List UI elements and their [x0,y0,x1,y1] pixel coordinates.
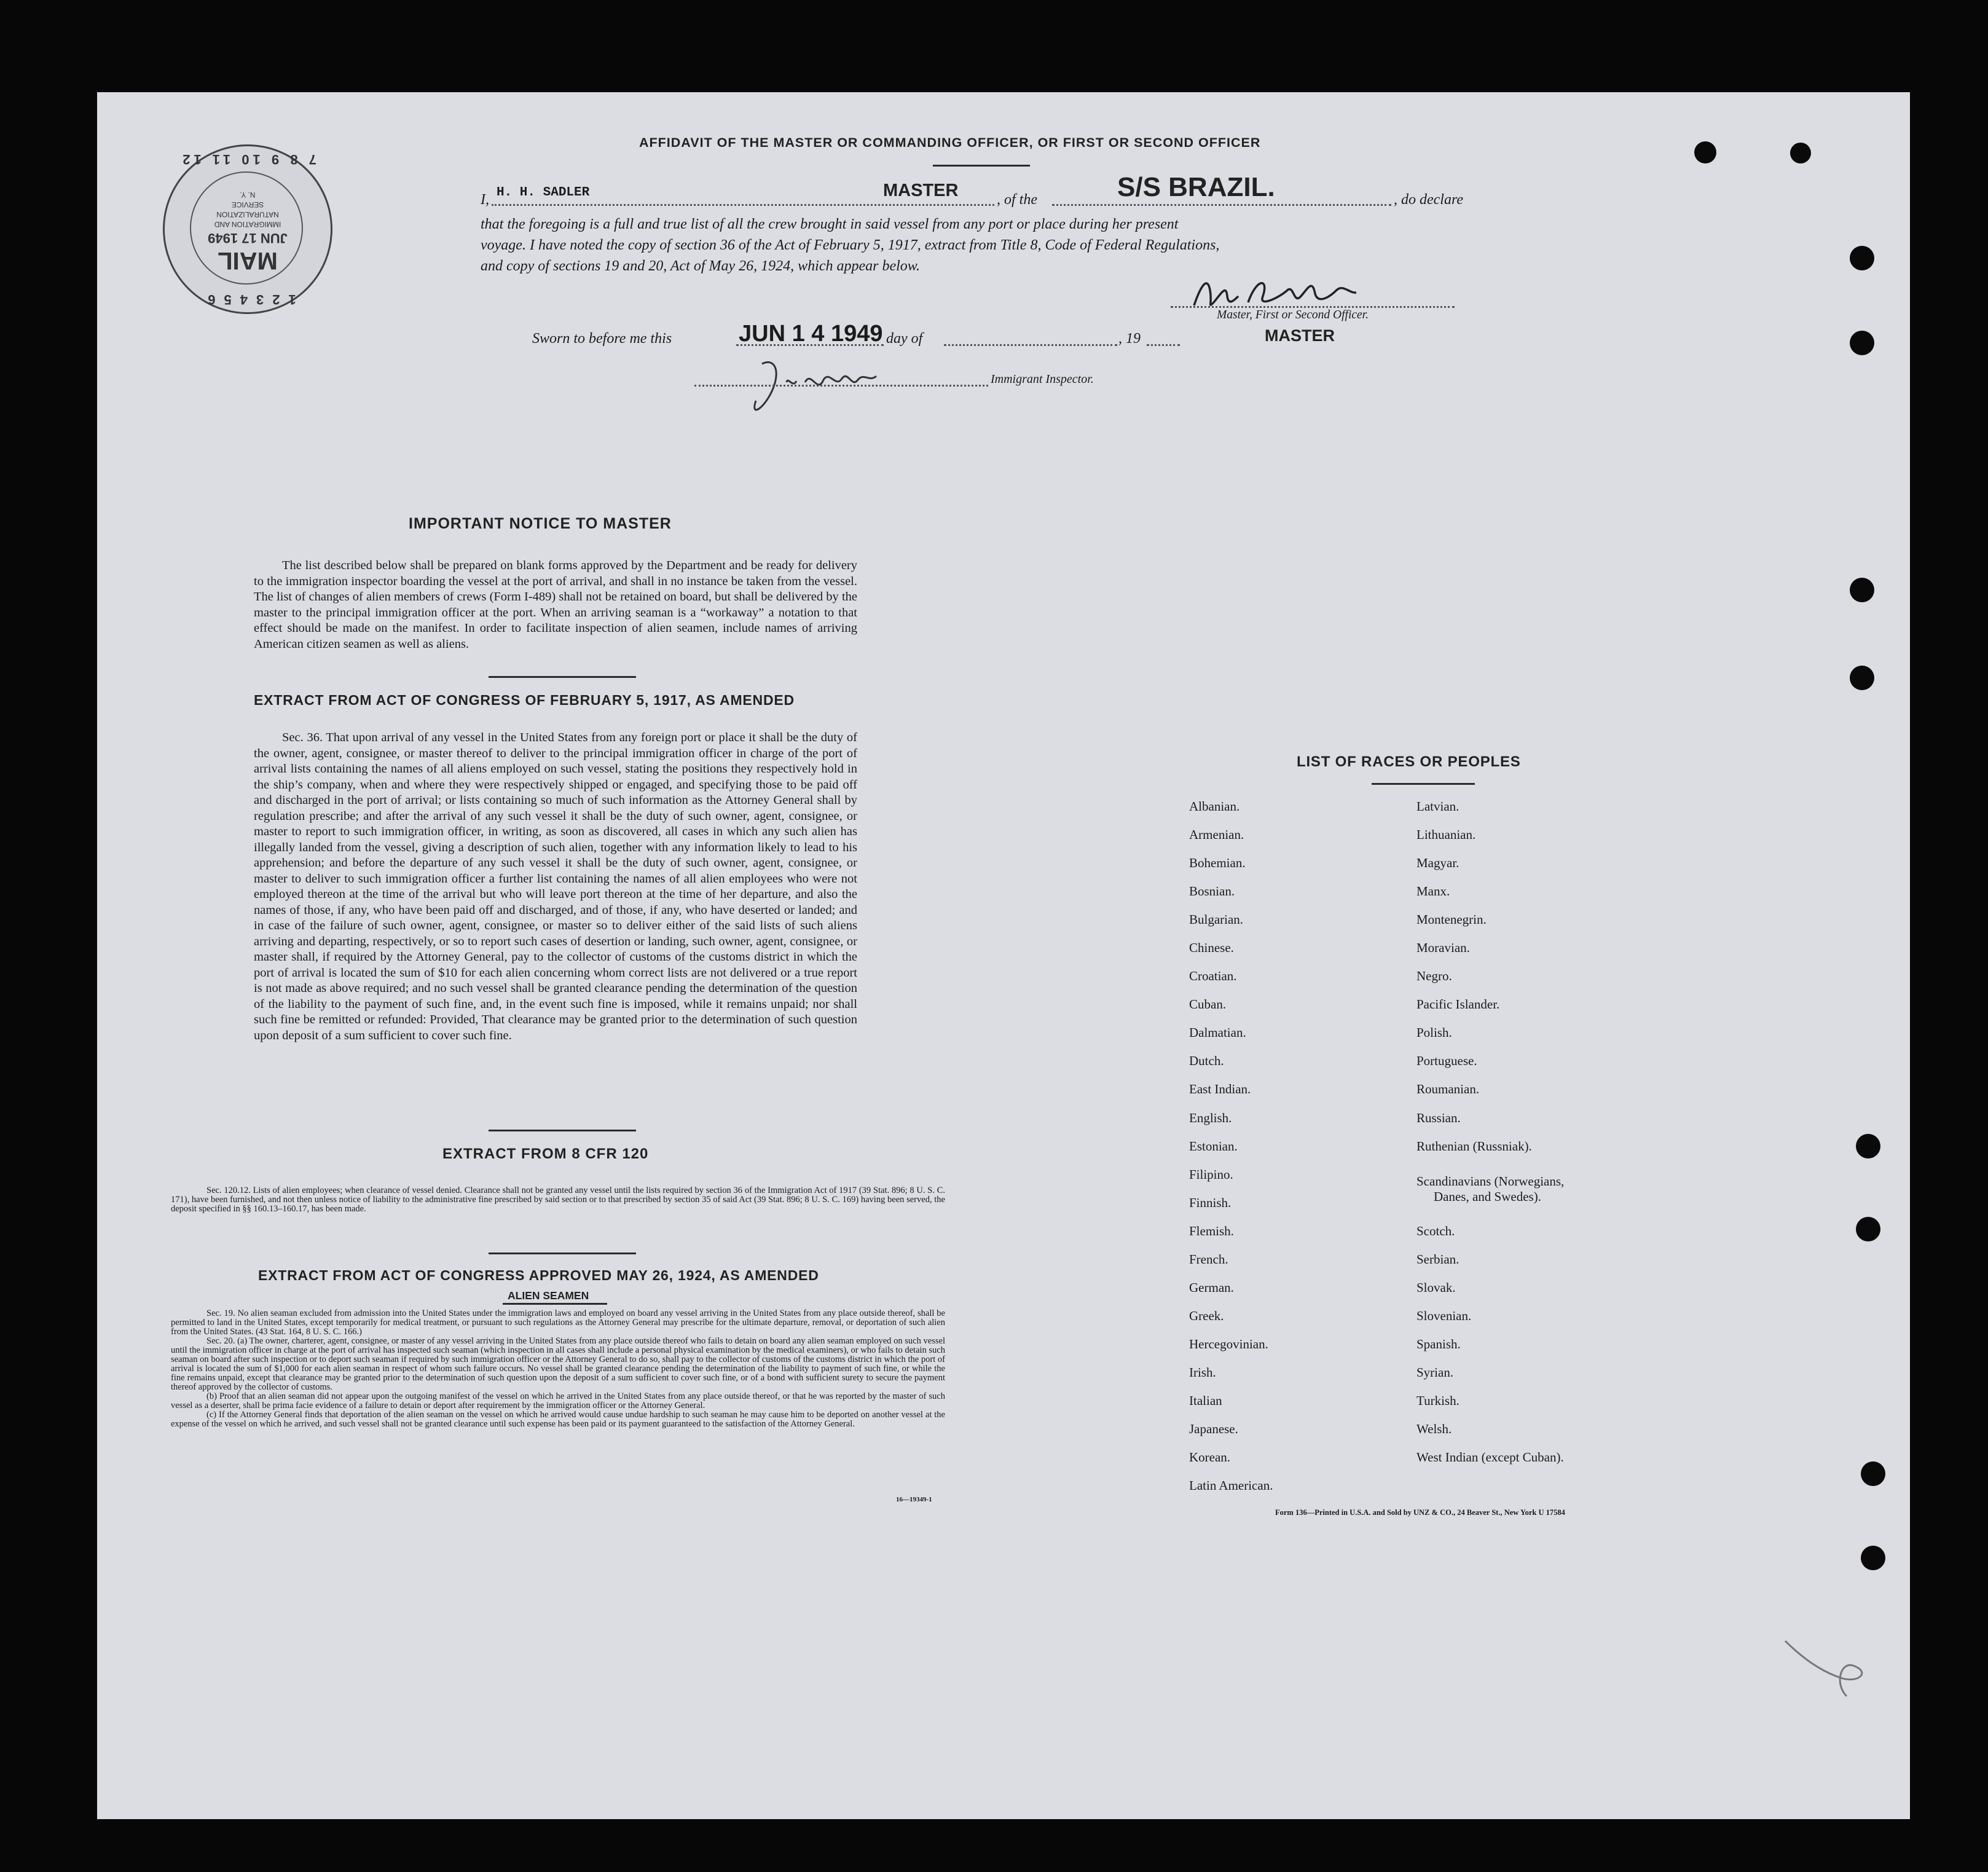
divider [489,676,636,678]
race-item: Bohemian. [1189,855,1246,870]
stamp-text: IMMIGRATION AND [214,220,281,229]
race-item: Greek. [1189,1308,1224,1323]
cfr-heading: EXTRACT FROM 8 CFR 120 [442,1146,649,1162]
race-item: Dalmatian. [1189,1025,1246,1040]
pencil-mark [1779,1635,1890,1709]
affidavit-statement [481,214,1219,277]
dotted-rule [694,385,988,387]
master-name: H. H. SADLER [497,186,590,200]
stamp-numbers: 123456 [199,292,296,307]
punch-hole [1856,1134,1880,1158]
race-item: Latin American. [1189,1478,1273,1493]
punch-hole [1856,1217,1880,1241]
punch-hole [1790,143,1811,163]
race-item: Slovenian. [1416,1308,1472,1323]
dotted-rule [944,344,1117,346]
affidavit-line: and copy of sections 19 and 20, Act of May 26, 1924, which appear below. [481,258,921,274]
form-number: 16—19349-1 [896,1496,932,1503]
dotted-rule [1147,344,1180,346]
race-item: English. [1189,1111,1232,1125]
divider [489,1130,636,1131]
race-item: Serbian. [1416,1252,1460,1267]
race-item: Cuban. [1189,997,1227,1012]
race-item: Scotch. [1416,1224,1455,1238]
sec-20c: (c) If the Attorney General finds that deportation of the alien seaman on the vessel on which he arrived would cause undue hardship to such seaman he may cause him to be deported on another vessel at the expense of the vessel on which he arrived, and such vessel shall not be granted clearance until such expense has been paid or its payment guaranteed to the satisfaction of the Attorney General. [171,1410,945,1429]
affidavit-line: voyage. I have noted the copy of section 36 of the Act of February 5, 1917, extract from Title 8, Code of Federal Regulations, [481,237,1220,253]
extract-1924-body [171,1309,945,1429]
sworn-date: JUN 1 4 1949 [739,321,883,347]
punch-hole [1694,141,1716,163]
race-item: Bosnian. [1189,884,1235,899]
dotted-rule [492,204,994,206]
sec-20b: (b) Proof that an alien seaman did not appear upon the outgoing manifest of the vessel on which he arrived in the United States from any place outside thereof, or that he was reported by the master of such vessel as a deserter, shall be prima facie evidence of a failure to detain or deport after requirement by the immigration officer or the Attorney General. [171,1391,945,1410]
extract-1924-heading: EXTRACT FROM ACT OF CONGRESS APPROVED MAY 26, 1924, AS AMENDED [258,1267,819,1283]
stamp-text: N. Y. [240,191,256,199]
alien-seamen-subheading: ALIEN SEAMEN [508,1289,589,1302]
race-item: Armenian. [1189,827,1244,842]
race-item: Finnish. [1189,1195,1232,1210]
race-item: Manx. [1416,884,1450,899]
stamp-text: SERVICE [231,200,264,209]
of-the-label: , of the [997,192,1037,208]
race-item: Hercegovinian. [1189,1337,1268,1351]
affidavit-line: that the foregoing is a full and true list of all the crew brought in said vessel from any port or place during her present [481,216,1179,232]
race-item: Portuguese. [1416,1053,1477,1068]
race-item: Korean. [1189,1450,1231,1465]
stamp-numbers-bottom: 7 8 9 10 11 12 [179,152,316,167]
inspector-caption: Immigrant Inspector. [991,372,1094,386]
punch-hole [1850,331,1874,355]
race-item: Welsh. [1416,1422,1452,1436]
divider [1372,783,1475,785]
divider [933,165,1030,167]
notice-body: The list described below shall be prepared on blank forms approved by the Department and be ready for delivery to the immigration inspector boarding the vessel at the port of arrival, and shall in no instance be taken from the vessel. The list of changes of alien members of crews (Form I-489) shall not be retained on board, but shall be delivered by the master to the principal immigration officer at the port. When an arriving seaman is a “workaway” a notation to that effect should be made on the manifest. In order to facilitate inspection of alien seamen, include names of arriving American citizen seamen as well as aliens. [254,559,857,651]
sworn-label: Sworn to before me this [532,331,672,347]
sec-20a: Sec. 20. (a) The owner, charterer, agent, consignee, or master of any vessel arriving in the United States from any place outside thereof who fails to detain on board any alien seaman employed on such vessel until the immigration officer in charge at the port of arrival has inspected such seaman (which inspection in all cases shall include a personal physical examination by the medical examiners), or who fails to detain such seaman on board after such inspection or to deport such seaman if required by such immigration officer or the Attorney General to do so, shall pay to the collector of customs of the customs district in which the port of arrival is located the sum of $1,000 for each alien seaman in respect of whom such failure occurs. No vessel shall be granted clearance pending the determination of the liability to payment of such fine, or while the fine remains unpaid, except that clearance may be granted prior to the determination of such question upon the deposit of a sum sufficient to cover such fine, or of a bond with sufficient surety to secure the payment thereof approved by the collector of customs. [171,1336,945,1392]
dotted-rule [1052,204,1391,206]
race-item: Bulgarian. [1189,912,1244,927]
stamp-mail-text: MAIL [218,247,278,274]
extract-1917-heading: EXTRACT FROM ACT OF CONGRESS OF FEBRUARY 5, 1917, AS AMENDED [254,692,795,708]
race-item: Syrian. [1416,1365,1454,1380]
race-item: Roumanian. [1416,1082,1480,1096]
race-item: Filipino. [1189,1167,1233,1182]
race-item: Irish. [1189,1365,1216,1380]
stamp-text: NATURALIZATION [216,210,279,219]
signature-caption: Master, First or Second Officer. [1217,309,1369,321]
year-label: , 19 [1118,331,1141,347]
race-item: Latvian. [1416,799,1460,814]
master-stamp: MASTER [1265,326,1335,345]
race-item: West Indian (except Cuban). [1416,1450,1564,1465]
races-heading: LIST OF RACES OR PEOPLES [1297,753,1521,770]
race-item: Lithuanian. [1416,827,1476,842]
race-item: Danes, and Swedes). [1434,1189,1541,1204]
day-of-label: day of [886,331,923,347]
divider [489,1253,636,1254]
race-item: Flemish. [1189,1224,1234,1238]
punch-hole [1850,578,1874,602]
race-item: Albanian. [1189,799,1240,814]
race-item: Polish. [1416,1025,1452,1040]
race-item: Negro. [1416,969,1452,983]
race-item: Chinese. [1189,940,1234,955]
race-item: Scandinavians (Norwegians, [1416,1174,1565,1189]
race-item: Japanese. [1189,1422,1238,1436]
extract-1917-body: Sec. 36. That upon arrival of any vessel in the United States from any foreign port or place it shall be the duty of the owner, agent, consignee, or master thereof to deliver to the principal immigration officer in charge of the port of arrival lists containing the names of all aliens employed on such vessel, stating the positions they respectively hold in the ship’s company, when and where they were respectively shipped or engaged, and specifying those to be paid off and discharged in the port of arrival; or lists containing so much of such information as the Attorney General shall by regulation prescribe; and after the arrival of any such vessel it shall be the duty of such owner, agent, consignee, or master to report to such immigration officer, in writing, as soon as discovered, all cases in which any such alien has illegally landed from the vessel, giving a description of such alien, together with any information likely to lead to his apprehension; and before the departure of any such vessel it shall be the duty of such owner, agent, consignee, or master to deliver to such immigration officer a further list containing the names of all alien employees who were not employed thereon at the time of the arrival but who will leave port thereon at the time of her departure, and also the names of those, if any, who have been paid off and discharged, and of those, if any, who have deserted or landed; and in case of the failure of such owner, agent, consignee, or master so to deliver either of the said lists of such aliens arriving and departing, respectively, or so to report such cases of desertion or landing, such owner, agent, consignee, or master shall, if required by the Attorney General, pay to the collector of customs of the customs district in which the port of arrival is located the sum of $10 for each alien concerning whom correct lists are not delivered or a true report is not made as above required; and no such vessel shall be granted clearance pending the determination of the question of the liability to the payment of such fine, and, in the event such fine is imposed, while it remains unpaid; nor shall such fine be remitted or refunded: Provided, That clearance may be granted prior to the determination of such question upon deposit of a sum sufficient to cover such fine. [254,731,857,1042]
race-item: Russian. [1416,1111,1461,1125]
notice-heading: IMPORTANT NOTICE TO MASTER [409,515,672,532]
do-declare-label: , do declare [1394,192,1464,208]
race-item: Montenegrin. [1416,912,1487,927]
race-item: Pacific Islander. [1416,997,1500,1012]
race-item: Italian [1189,1393,1222,1408]
cfr-body: Sec. 120.12. Lists of alien employees; when clearance of vessel denied. Clearance shall not be granted any vessel until the lists required by section 36 of the Immigration Act of 1917 (39 Stat. 896; 8 U. S. C. 171), have been furnished, and not then unless notice of liability to the administrative fine prescribed by said section or to that prescribed by section 35 of said Act (39 Stat. 896; 8 U. S. C. 169) having been served, the deposit specified in §§ 160.13–160.17, has been made. [171,1186,945,1214]
punch-hole [1861,1461,1885,1486]
race-item: Dutch. [1189,1053,1224,1068]
divider [503,1303,607,1305]
race-item: Slovak. [1416,1280,1456,1295]
race-item: Magyar. [1416,855,1460,870]
sec-19: Sec. 19. No alien seaman excluded from admission into the United States under the immigration laws and employed on board any vessel arriving in the United States from any place outside thereof, shall be permitted to land in the United States, except temporarily for medical treatment, or pursuant to such regulations as the Attorney General may prescribe for the ultimate departure, removal, or deportation of such alien from the United States. (43 Stat. 164, 8 U. S. C. 166.) [171,1308,945,1337]
race-item: French. [1189,1252,1228,1267]
stamp-date: JUN 17 1949 [208,230,288,246]
form-printer-footer: Form 136—Printed in U.S.A. and Sold by UNZ & CO., 24 Beaver St., New York U 17584 [1275,1508,1565,1517]
race-item: Ruthenian (Russniak). [1416,1139,1532,1154]
affidavit-heading: AFFIDAVIT OF THE MASTER OR COMMANDING OFFICER, OR FIRST OR SECOND OFFICER [639,135,1261,150]
race-item: Moravian. [1416,940,1470,955]
mail-received-stamp [163,144,332,314]
race-item: Spanish. [1416,1337,1461,1351]
race-item: German. [1189,1280,1234,1295]
affidavit-i-label: I, [481,192,489,208]
race-item: Turkish. [1416,1393,1460,1408]
punch-hole [1850,246,1874,270]
vessel-name: S/S BRAZIL. [1117,172,1275,202]
race-item: Croatian. [1189,969,1237,983]
race-item: Estonian. [1189,1139,1238,1154]
dotted-rule [736,344,884,346]
punch-hole [1850,666,1874,690]
dotted-rule [1171,306,1455,308]
race-item: East Indian. [1189,1082,1251,1096]
master-title: MASTER [883,181,959,200]
punch-hole [1861,1546,1885,1570]
